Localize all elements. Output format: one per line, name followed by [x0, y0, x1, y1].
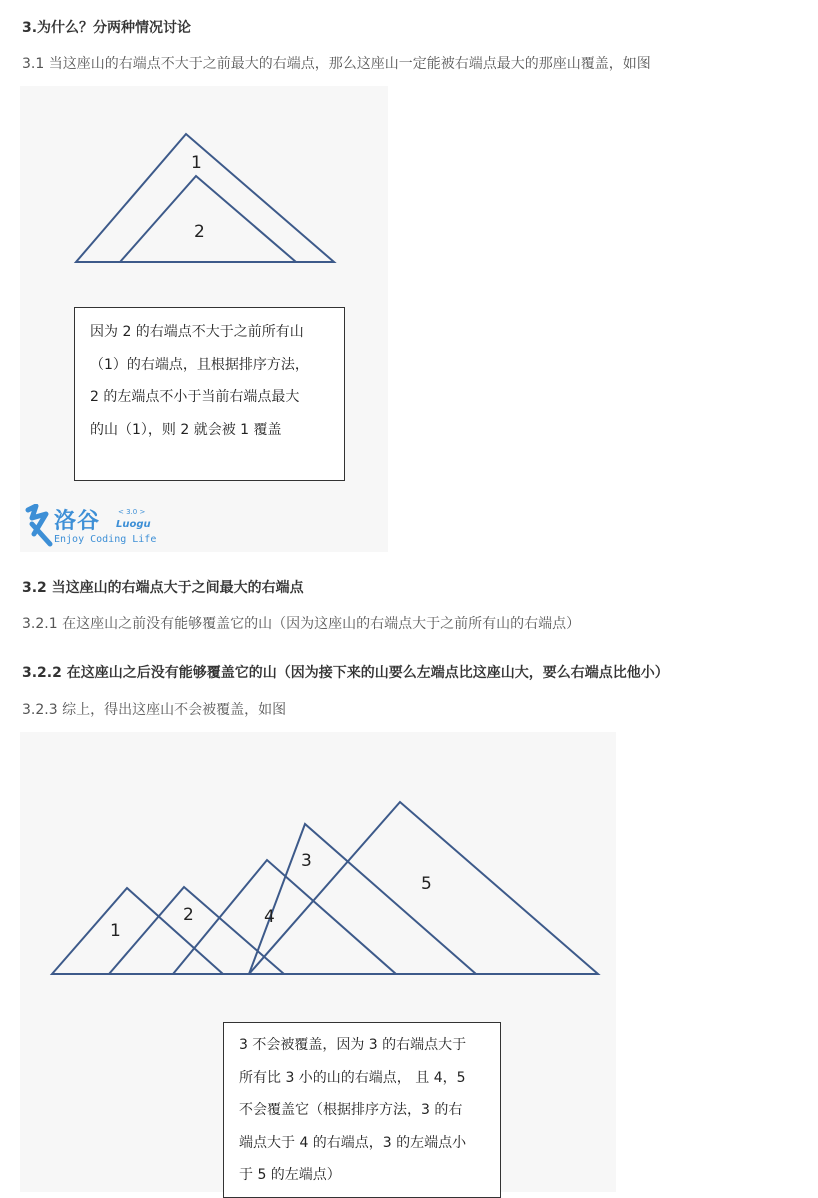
note-line: 端点大于 4 的右端点，3 的左端点小 [239, 1134, 467, 1151]
paragraph-3-2-3: 3.2.3 综上，得出这座山不会被覆盖，如图 [22, 702, 287, 718]
mountain-label-2: 2 [194, 222, 205, 242]
note-line: 2 的左端点不小于当前右端点最大 [90, 389, 300, 405]
luogu-logo-icon [22, 504, 54, 548]
mountain-label-3: 3 [301, 851, 312, 871]
note-line: （1）的右端点，且根据排序方法， [90, 356, 309, 373]
mountain-label-1: 1 [191, 153, 202, 173]
mountain-2 [109, 887, 284, 974]
paragraph-3-2-1: 3.2.1 在这座山之前没有能够覆盖它的山（因为这座山的右端点大于之前所有山的右端点） [22, 616, 581, 632]
mountain-1 [76, 134, 334, 262]
watermark-brand: Luogu [116, 519, 151, 530]
heading-3-2: 3.2 当这座山的右端点大于之间最大的右端点 [22, 580, 304, 596]
mountain-3 [249, 824, 476, 974]
watermark-logo-text: 洛谷 [54, 509, 101, 534]
figure-2 [20, 732, 616, 1192]
note-line: 于 5 的左端点） [239, 1167, 341, 1183]
mountain-label-5: 5 [421, 874, 432, 894]
mountain-label-2: 2 [183, 905, 194, 925]
note-line: 因为 2 的右端点不大于之前所有山 [90, 324, 304, 340]
heading-3-2-2: 3.2.2 在这座山之后没有能够覆盖它的山（因为接下来的山要么左端点比这座山大，要么右端点比他小） [22, 665, 669, 681]
figure-1 [20, 86, 388, 552]
figure-2-note [223, 1022, 501, 1198]
figure-1-note [74, 307, 345, 481]
heading-3: 3.为什么？分两种情况讨论 [22, 20, 192, 36]
note-line: 不会覆盖它（根据排序方法，3 的右 [239, 1102, 463, 1118]
note-line: 3 不会被覆盖，因为 3 的右端点大于 [239, 1037, 467, 1053]
note-line: 的山（1），则 2 就会被 1 覆盖 [90, 421, 282, 438]
note-line: 所有比 3 小的山的右端点， 且 4，5 [239, 1069, 466, 1086]
paragraph-3-1: 3.1 当这座山的右端点不大于之前最大的右端点，那么这座山一定能被右端点最大的那座山覆盖，如图 [22, 56, 651, 72]
watermark-version: < 3.0 > [118, 508, 146, 516]
mountain-label-1: 1 [110, 921, 121, 941]
watermark-slogan: Enjoy Coding Life [54, 534, 157, 545]
mountain-1 [52, 888, 223, 974]
luogu-watermark [20, 502, 160, 550]
mountain-2 [120, 176, 296, 262]
mountain-label-4: 4 [264, 907, 275, 927]
